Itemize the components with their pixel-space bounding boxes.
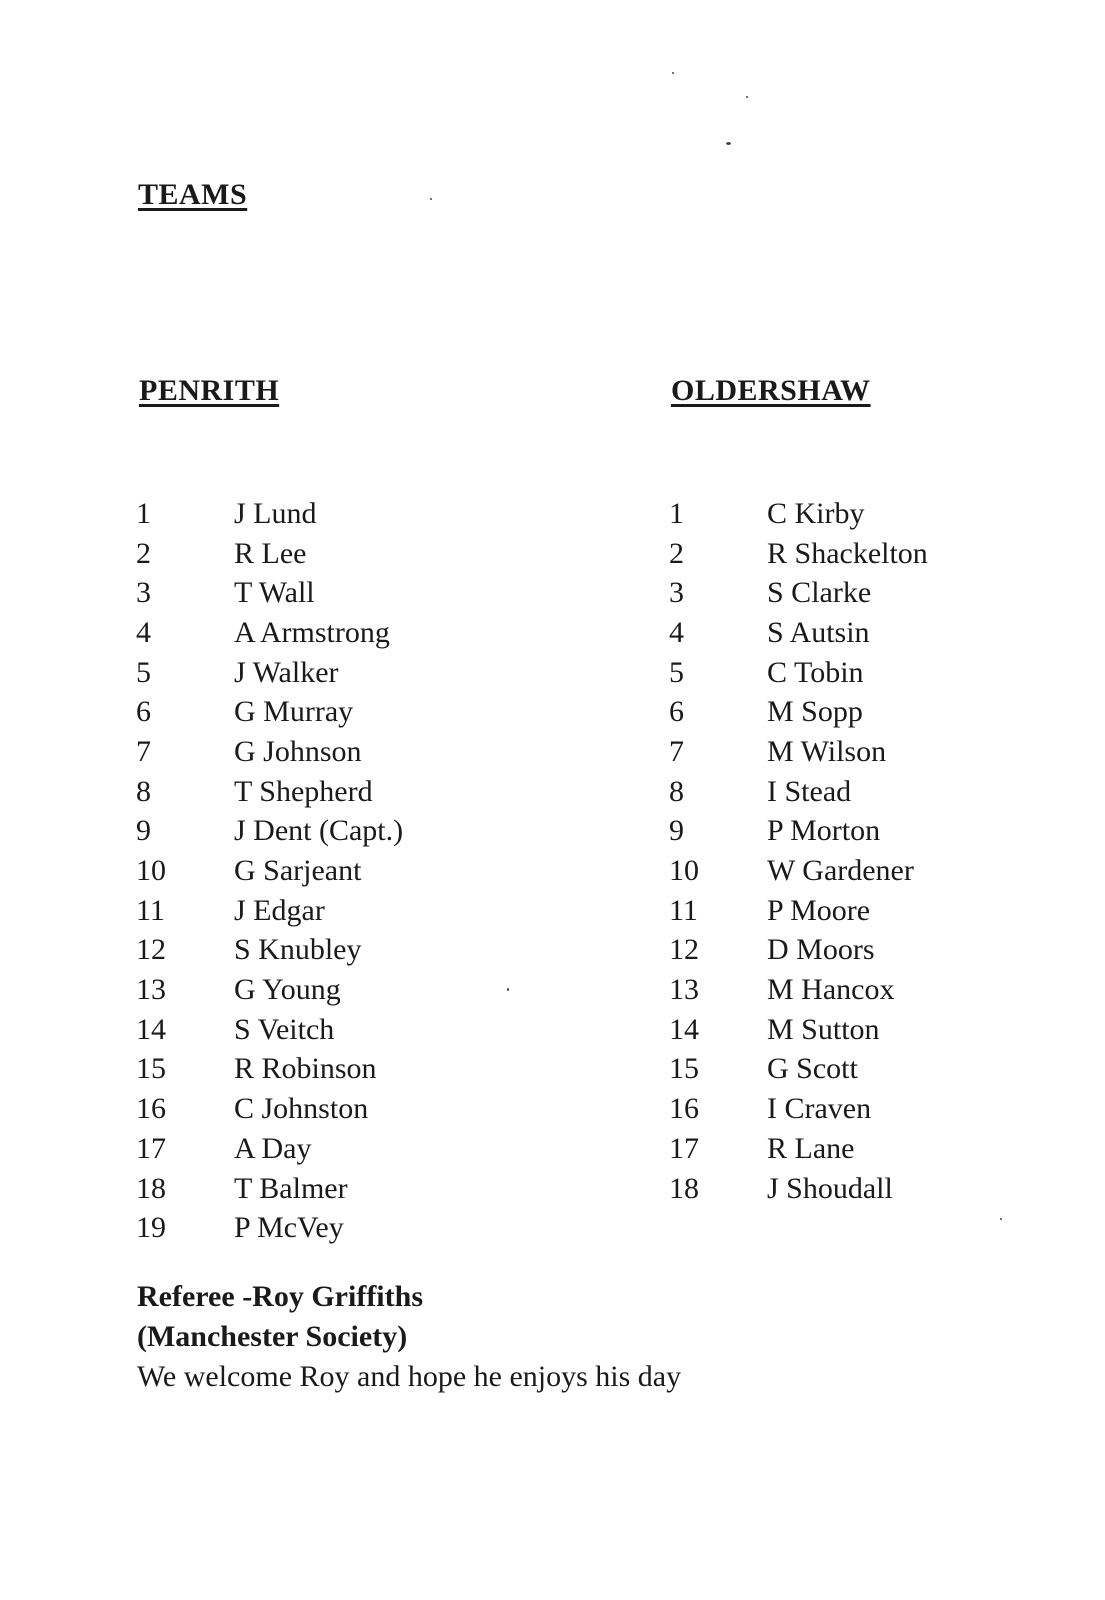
player-row — [669, 1169, 928, 1209]
player-name: G Murray — [234, 695, 354, 729]
player-row — [669, 653, 928, 693]
player-name: J Lund — [234, 496, 317, 530]
player-row — [136, 1169, 403, 1209]
player-name: A Armstrong — [234, 615, 390, 649]
player-name: S Clarke — [767, 576, 872, 610]
player-number: 7 — [669, 734, 684, 768]
player-name: R Lane — [767, 1131, 855, 1165]
player-name: T Balmer — [234, 1171, 348, 1205]
player-number: 3 — [136, 576, 151, 610]
player-row — [136, 1050, 403, 1090]
player-row — [136, 613, 403, 653]
roster-oldershaw — [669, 494, 928, 1208]
player-number: 17 — [669, 1131, 699, 1165]
player-row — [669, 970, 928, 1010]
player-name: A Day — [234, 1131, 312, 1165]
player-name: I Stead — [767, 774, 852, 808]
player-row — [669, 1010, 928, 1050]
player-row — [136, 772, 403, 812]
scan-speck — [430, 198, 432, 200]
player-name: C Tobin — [767, 655, 864, 689]
player-row — [669, 851, 928, 891]
player-number: 7 — [136, 734, 151, 768]
scan-speck — [507, 988, 509, 991]
player-row — [669, 1089, 928, 1129]
player-row — [136, 692, 403, 732]
player-name: C Johnston — [234, 1092, 369, 1126]
player-number: 6 — [136, 695, 151, 729]
player-row — [136, 732, 403, 772]
player-number: 1 — [136, 496, 151, 530]
player-number: 5 — [669, 655, 684, 689]
player-number: 5 — [136, 655, 151, 689]
player-name: G Young — [234, 973, 341, 1007]
referee-welcome-text: We welcome Roy and hope he enjoys his day — [137, 1360, 682, 1393]
player-number: 14 — [136, 1012, 166, 1046]
player-row — [136, 1208, 403, 1248]
player-name: M Sutton — [767, 1012, 880, 1046]
player-name: G Scott — [767, 1052, 858, 1086]
player-name: M Sopp — [767, 695, 863, 729]
player-name: T Shepherd — [234, 774, 373, 808]
player-name: I Craven — [767, 1092, 872, 1126]
team-heading-oldershaw: OLDERSHAW — [671, 374, 871, 407]
player-number: 15 — [669, 1052, 699, 1086]
player-name: S Autsin — [767, 615, 870, 649]
player-row — [669, 1129, 928, 1169]
page-title: TEAMS — [138, 178, 248, 211]
player-number: 3 — [669, 576, 684, 610]
player-row — [669, 692, 928, 732]
player-number: 6 — [669, 695, 684, 729]
player-name: P Morton — [767, 814, 881, 848]
player-row — [136, 494, 403, 534]
referee-society: (Manchester Society) — [137, 1320, 408, 1353]
player-name: R Shackelton — [767, 536, 928, 570]
player-number: 2 — [669, 536, 684, 570]
player-row — [136, 573, 403, 613]
player-row — [669, 613, 928, 653]
referee-name: Referee -Roy Griffiths — [137, 1280, 423, 1313]
player-row — [136, 1010, 403, 1050]
player-number: 18 — [136, 1171, 166, 1205]
player-row — [136, 970, 403, 1010]
player-name: S Knubley — [234, 933, 362, 967]
player-row — [669, 812, 928, 852]
player-name: R Lee — [234, 536, 307, 570]
player-name: J Dent (Capt.) — [234, 814, 404, 848]
player-name: G Sarjeant — [234, 854, 362, 888]
scan-speck — [1000, 1218, 1002, 1220]
player-row — [136, 812, 403, 852]
player-row — [136, 534, 403, 574]
player-name: M Hancox — [767, 973, 895, 1007]
referee-section — [137, 1277, 697, 1397]
player-name: D Moors — [767, 933, 875, 967]
player-number: 16 — [669, 1092, 699, 1126]
player-number: 13 — [136, 973, 166, 1007]
player-name: J Walker — [234, 655, 339, 689]
player-name: M Wilson — [767, 734, 887, 768]
player-row — [136, 891, 403, 931]
player-row — [669, 732, 928, 772]
team-heading-penrith: PENRITH — [139, 374, 280, 407]
player-name: W Gardener — [767, 854, 914, 888]
player-number: 15 — [136, 1052, 166, 1086]
player-name: P Moore — [767, 893, 871, 927]
player-row — [669, 772, 928, 812]
player-number: 9 — [669, 814, 684, 848]
player-row — [669, 931, 928, 971]
player-row — [669, 1050, 928, 1090]
player-number: 16 — [136, 1092, 166, 1126]
player-number: 4 — [669, 615, 684, 649]
player-number: 18 — [669, 1171, 699, 1205]
player-number: 8 — [136, 774, 151, 808]
player-row — [669, 534, 928, 574]
player-number: 9 — [136, 814, 151, 848]
player-number: 13 — [669, 973, 699, 1007]
player-row — [136, 1089, 403, 1129]
player-name: P McVey — [234, 1211, 344, 1245]
player-number: 2 — [136, 536, 151, 570]
player-name: T Wall — [234, 576, 315, 610]
player-name: R Robinson — [234, 1052, 377, 1086]
scan-speck — [746, 96, 748, 98]
scan-speck — [726, 142, 731, 145]
player-row — [669, 573, 928, 613]
player-name: J Edgar — [234, 893, 325, 927]
player-number: 12 — [669, 933, 699, 967]
player-number: 11 — [136, 893, 165, 927]
player-row — [136, 851, 403, 891]
player-number: 17 — [136, 1131, 166, 1165]
player-name: G Johnson — [234, 734, 362, 768]
player-name: J Shoudall — [767, 1171, 893, 1205]
player-row — [136, 931, 403, 971]
player-number: 10 — [669, 854, 699, 888]
player-number: 11 — [669, 893, 698, 927]
player-number: 4 — [136, 615, 151, 649]
roster-penrith — [136, 494, 403, 1248]
player-number: 12 — [136, 933, 166, 967]
player-name: S Veitch — [234, 1012, 335, 1046]
player-row — [669, 891, 928, 931]
player-row — [136, 1129, 403, 1169]
player-row — [669, 494, 928, 534]
player-name: C Kirby — [767, 496, 865, 530]
scan-speck — [672, 72, 674, 74]
player-number: 14 — [669, 1012, 699, 1046]
player-number: 1 — [669, 496, 684, 530]
player-number: 8 — [669, 774, 684, 808]
player-number: 10 — [136, 854, 166, 888]
player-number: 19 — [136, 1211, 166, 1245]
player-row — [136, 653, 403, 693]
